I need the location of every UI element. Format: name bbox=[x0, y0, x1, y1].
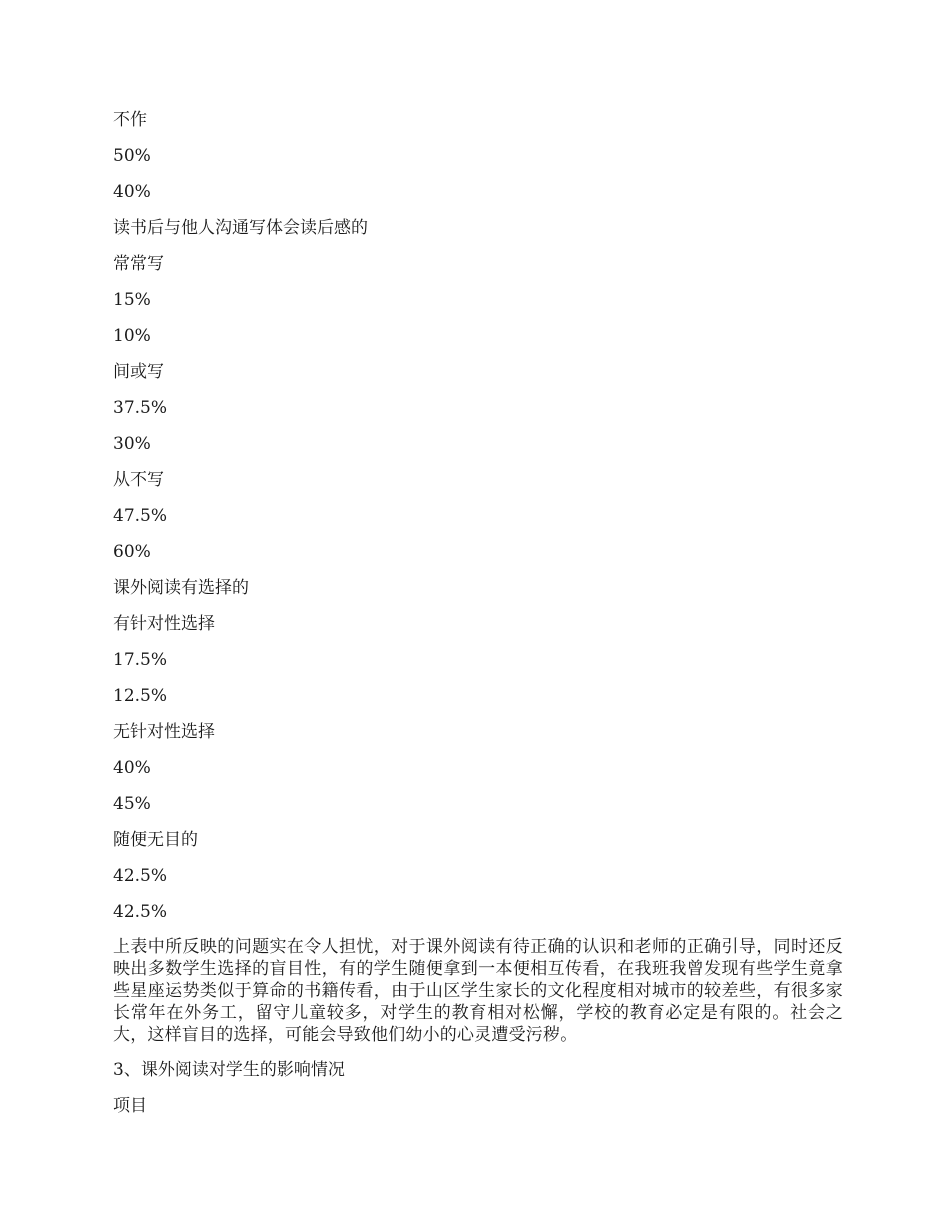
table-cell-text: 常常写 bbox=[113, 254, 164, 274]
table-cell-value: 17.5% bbox=[113, 650, 168, 670]
table-cell-value: 15% bbox=[113, 290, 151, 310]
table-header-cell: 项目 bbox=[113, 1096, 147, 1116]
table-cell-text: 不作 bbox=[113, 110, 147, 130]
table-cell-value: 40% bbox=[113, 758, 151, 778]
body-paragraph: 上表中所反映的问题实在令人担忧，对于课外阅读有待正确的认识和老师的正确引导，同时还反映出多数学生选择的盲目性，有的学生随便拿到一本便相互传看，在我班我曾发现有些学生竟拿些星座运势类似于算命的书籍传看，由于山区学生家长的文化程度相对城市的较差些，有很多家长常年在外务工，留守儿童较多，对学生的教育相对松懈，学校的教育必定是有限的。社会之大，这样盲目的选择，可能会导致他们幼小的心灵遭受污秽。 bbox=[113, 937, 843, 1045]
table-cell-text: 从不写 bbox=[113, 470, 164, 490]
table-cell-value: 45% bbox=[113, 794, 151, 814]
section-heading: 3、课外阅读对学生的影响情况 bbox=[113, 1060, 345, 1080]
table-cell-value: 47.5% bbox=[113, 506, 168, 526]
table-cell-value: 40% bbox=[113, 182, 151, 202]
table-cell-value: 42.5% bbox=[113, 902, 168, 922]
table-cell-value: 50% bbox=[113, 146, 151, 166]
table-cell-text: 有针对性选择 bbox=[113, 614, 215, 634]
table-cell-value: 37.5% bbox=[113, 398, 168, 418]
table-cell-text: 无针对性选择 bbox=[113, 722, 215, 742]
table-cell-value: 12.5% bbox=[113, 686, 168, 706]
table-row-heading: 课外阅读有选择的 bbox=[113, 578, 249, 598]
table-cell-value: 60% bbox=[113, 542, 151, 562]
table-cell-text: 间或写 bbox=[113, 362, 164, 382]
table-cell-value: 30% bbox=[113, 434, 151, 454]
document-page bbox=[113, 110, 843, 1132]
table-row-heading: 读书后与他人沟通写体会读后感的 bbox=[113, 218, 368, 238]
table-cell-text: 随便无目的 bbox=[113, 830, 198, 850]
table-cell-value: 42.5% bbox=[113, 866, 168, 886]
table-cell-value: 10% bbox=[113, 326, 151, 346]
